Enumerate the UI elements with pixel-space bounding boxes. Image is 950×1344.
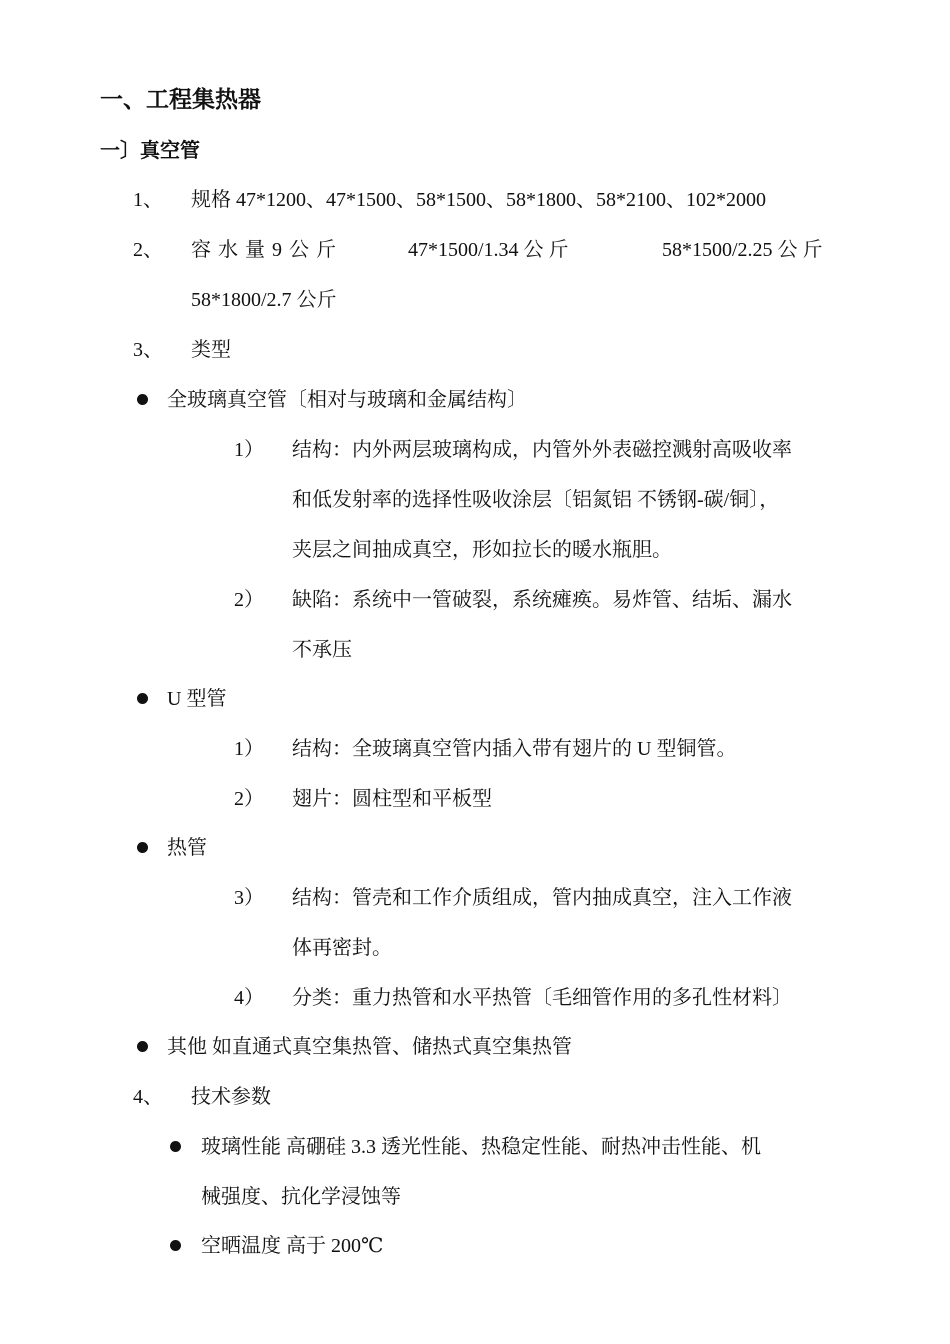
sub-item-number: 3） (234, 887, 264, 909)
sub-item-text: 不承压 (292, 639, 352, 661)
bullet-icon (137, 1041, 148, 1052)
item-text: 58*1500/2.25 公 斤 (662, 239, 823, 261)
sub-item-number: 2） (234, 589, 264, 611)
sub-item-number: 1） (234, 738, 264, 760)
sub-item-number: 1） (234, 439, 264, 461)
bullet-text: 其他 如直通式真空集热管、储热式真空集热管 (167, 1036, 572, 1058)
item-text: 58*1800/2.7 公斤 (191, 289, 337, 311)
bullet-text: 全玻璃真空管〔相对与玻璃和金属结构〕 (167, 389, 527, 411)
bullet-text: 热管 (167, 837, 207, 859)
sub-item-text: 结构：内外两层玻璃构成，内管外外表磁控溅射高吸收率 (292, 439, 792, 461)
bullet-text: 空晒温度 高于 200℃ (201, 1235, 384, 1257)
bullet-icon (137, 693, 148, 704)
sub-item-text: 结构：全玻璃真空管内插入带有翅片的 U 型铜管。 (292, 738, 737, 760)
bullet-icon (137, 842, 148, 853)
sub-item-text: 分类：重力热管和水平热管〔毛细管作用的多孔性材料〕 (292, 987, 792, 1009)
sub-item-number: 4） (234, 987, 264, 1009)
item-text: 47*1500/1.34 公 斤 (408, 239, 569, 261)
item-text: 类型 (191, 339, 231, 361)
sub-item-number: 2） (234, 788, 264, 810)
item-number: 3、 (133, 339, 163, 361)
item-number: 1、 (133, 189, 163, 211)
sub-item-text: 和低发射率的选择性吸收涂层〔铝氮铝 不锈钢-碳/铜〕， (292, 489, 780, 511)
bullet-icon (170, 1240, 181, 1251)
item-number: 2、 (133, 239, 163, 261)
item-number: 4、 (133, 1086, 163, 1108)
subsection-heading: 一〕真空管 (100, 140, 200, 162)
sub-item-text: 结构：管壳和工作介质组成，管内抽成真空，注入工作液 (292, 887, 792, 909)
sub-item-text: 缺陷：系统中一管破裂，系统瘫痪。易炸管、结垢、漏水 (292, 589, 792, 611)
bullet-text: U 型管 (167, 688, 227, 710)
item-text: 规格 47*1200、47*1500、58*1500、58*1800、58*2100、102*2000 (191, 189, 766, 211)
sub-item-text: 体再密封。 (292, 937, 392, 959)
bullet-icon (137, 394, 148, 405)
bullet-icon (170, 1141, 181, 1152)
bullet-text: 玻璃性能 高硼硅 3.3 透光性能、热稳定性能、耐热冲击性能、机 (201, 1136, 761, 1158)
sub-item-text: 翅片：圆柱型和平板型 (292, 788, 492, 810)
sub-item-text: 夹层之间抽成真空，形如拉长的暖水瓶胆。 (292, 539, 672, 561)
section-heading: 一、工程集热器 (100, 87, 261, 112)
bullet-text: 械强度、抗化学浸蚀等 (201, 1186, 401, 1208)
item-text: 容 水 量 9 公 斤 (191, 239, 337, 261)
item-text: 技术参数 (191, 1086, 271, 1108)
